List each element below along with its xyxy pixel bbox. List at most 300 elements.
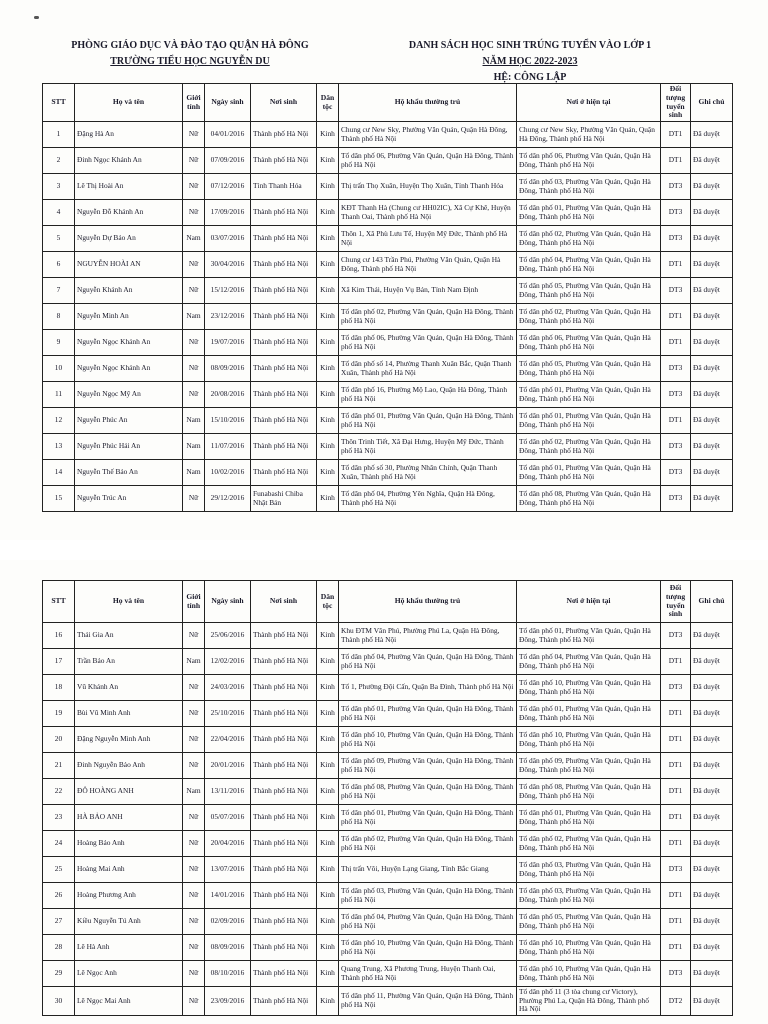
document-page-2 <box>0 560 768 1024</box>
current-address-cell: Tổ dân phố 08, Phường Văn Quán, Quận Hà Đông, Thành phố Hà Nội <box>517 486 661 512</box>
permanent-address-cell: Tổ dân phố 02, Phường Văn Quán, Quận Hà Đông, Thành phố Hà Nội <box>339 831 517 857</box>
table-row <box>43 252 733 278</box>
dob-cell: 07/12/2016 <box>205 174 251 200</box>
permanent-address-cell: Tổ dân phố 11, Phường Văn Quán, Quận Hà Đông, Thành phố Hà Nội <box>339 987 517 1016</box>
gender-cell: Nam <box>183 779 205 805</box>
stt-cell: 10 <box>43 356 75 382</box>
table-header-row <box>43 84 733 122</box>
category-cell: DT1 <box>661 779 691 805</box>
permanent-address-cell: Tổ dân phố 06, Phường Văn Quán, Quận Hà Đông, Thành phố Hà Nội <box>339 330 517 356</box>
stt-cell: 2 <box>43 148 75 174</box>
name-cell: Lê Ngọc Mai Anh <box>75 987 183 1016</box>
current-address-cell: Tổ dân phố 05, Phường Văn Quán, Quận Hà Đông, Thành phố Hà Nội <box>517 278 661 304</box>
ethnicity-cell: Kinh <box>317 961 339 987</box>
gender-cell: Nữ <box>183 174 205 200</box>
note-cell: Đã duyệt <box>691 753 733 779</box>
name-cell: HÀ BẢO ANH <box>75 805 183 831</box>
birthplace-cell: Thành phố Hà Nội <box>251 883 317 909</box>
current-address-cell: Tổ dân phố 10, Phường Văn Quán, Quận Hà Đông, Thành phố Hà Nội <box>517 675 661 701</box>
current-address-cell: Tổ dân phố 10, Phường Văn Quán, Quận Hà Đông, Thành phố Hà Nội <box>517 727 661 753</box>
birthplace-cell: Thành phố Hà Nội <box>251 831 317 857</box>
note-cell: Đã duyệt <box>691 649 733 675</box>
column-header-name: Họ và tên <box>75 581 183 623</box>
current-address-cell: Tổ dân phố 05, Phường Văn Quán, Quận Hà Đông, Thành phố Hà Nội <box>517 909 661 935</box>
table-row <box>43 935 733 961</box>
stt-cell: 22 <box>43 779 75 805</box>
dob-cell: 29/12/2016 <box>205 486 251 512</box>
permanent-address-cell: Tổ 1, Phường Đội Cấn, Quận Ba Đình, Thành phố Hà Nội <box>339 675 517 701</box>
birthplace-cell: Thành phố Hà Nội <box>251 330 317 356</box>
column-header-permanent-address: Hộ khẩu thường trú <box>339 84 517 122</box>
permanent-address-cell: Tổ dân phố 16, Phường Mộ Lao, Quận Hà Đông, Thành phố Hà Nội <box>339 382 517 408</box>
category-cell: DT1 <box>661 148 691 174</box>
category-cell: DT1 <box>661 252 691 278</box>
table-row <box>43 701 733 727</box>
birthplace-cell: Thành phố Hà Nội <box>251 304 317 330</box>
dob-cell: 14/01/2016 <box>205 883 251 909</box>
permanent-address-cell: Thôn 1, Xã Phù Lưu Tế, Huyện Mỹ Đức, Thành phố Hà Nội <box>339 226 517 252</box>
note-cell: Đã duyệt <box>691 727 733 753</box>
name-cell: Trần Bảo An <box>75 649 183 675</box>
column-header-stt: STT <box>43 84 75 122</box>
birthplace-cell: Thành phố Hà Nội <box>251 727 317 753</box>
ethnicity-cell: Kinh <box>317 408 339 434</box>
current-address-cell: Tổ dân phố 08, Phường Văn Quán, Quận Hà Đông, Thành phố Hà Nội <box>517 779 661 805</box>
category-cell: DT3 <box>661 623 691 649</box>
gender-cell: Nam <box>183 304 205 330</box>
stt-cell: 30 <box>43 987 75 1016</box>
current-address-cell: Tổ dân phố 01, Phường Văn Quán, Quận Hà Đông, Thành phố Hà Nội <box>517 408 661 434</box>
column-header-category: Đối tượng tuyển sinh <box>661 581 691 623</box>
permanent-address-cell: Chung cư 143 Trần Phú, Phường Văn Quán, Quận Hà Đông, Thành phố Hà Nội <box>339 252 517 278</box>
permanent-address-cell: Tổ dân phố 03, Phường Văn Quán, Quận Hà Đông, Thành phố Hà Nội <box>339 883 517 909</box>
name-cell: Nguyễn Ngọc Khánh An <box>75 330 183 356</box>
category-cell: DT1 <box>661 304 691 330</box>
stt-cell: 25 <box>43 857 75 883</box>
birthplace-cell: Thành phố Hà Nội <box>251 805 317 831</box>
stt-cell: 5 <box>43 226 75 252</box>
current-address-cell: Tổ dân phố 03, Phường Văn Quán, Quận Hà Đông, Thành phố Hà Nội <box>517 174 661 200</box>
current-address-cell: Tổ dân phố 02, Phường Văn Quán, Quận Hà Đông, Thành phố Hà Nội <box>517 434 661 460</box>
category-cell: DT1 <box>661 909 691 935</box>
permanent-address-cell: Tổ dân phố 01, Phường Văn Quán, Quận Hà Đông, Thành phố Hà Nội <box>339 408 517 434</box>
ethnicity-cell: Kinh <box>317 779 339 805</box>
stt-cell: 27 <box>43 909 75 935</box>
category-cell: DT3 <box>661 278 691 304</box>
gender-cell: Nam <box>183 434 205 460</box>
ethnicity-cell: Kinh <box>317 805 339 831</box>
gender-cell: Nữ <box>183 382 205 408</box>
table-row <box>43 148 733 174</box>
birthplace-cell: Thành phố Hà Nội <box>251 122 317 148</box>
dob-cell: 19/07/2016 <box>205 330 251 356</box>
birthplace-cell: Thành phố Hà Nội <box>251 675 317 701</box>
stt-cell: 19 <box>43 701 75 727</box>
stt-cell: 9 <box>43 330 75 356</box>
note-cell: Đã duyệt <box>691 675 733 701</box>
column-header-current-address: Nơi ở hiện tại <box>517 84 661 122</box>
birthplace-cell: Thành phố Hà Nội <box>251 408 317 434</box>
table-row <box>43 961 733 987</box>
gender-cell: Nữ <box>183 701 205 727</box>
gender-cell: Nữ <box>183 623 205 649</box>
dob-cell: 05/07/2016 <box>205 805 251 831</box>
name-cell: Nguyễn Đỗ Khánh An <box>75 200 183 226</box>
category-cell: DT2 <box>661 987 691 1016</box>
list-title: DANH SÁCH HỌC SINH TRÚNG TUYỂN VÀO LỚP 1 <box>408 40 652 51</box>
column-header-note: Ghi chú <box>691 581 733 623</box>
stt-cell: 11 <box>43 382 75 408</box>
stt-cell: 3 <box>43 174 75 200</box>
name-cell: Đặng Nguyễn Minh Anh <box>75 727 183 753</box>
birthplace-cell: Tỉnh Thanh Hóa <box>251 174 317 200</box>
category-cell: DT3 <box>661 675 691 701</box>
gender-cell: Nữ <box>183 148 205 174</box>
dob-cell: 11/07/2016 <box>205 434 251 460</box>
current-address-cell: Tổ dân phố 05, Phường Văn Quán, Quận Hà Đông, Thành phố Hà Nội <box>517 356 661 382</box>
name-cell: Nguyễn Dự Bảo An <box>75 226 183 252</box>
table-row <box>43 434 733 460</box>
permanent-address-cell: Thôn Trinh Tiết, Xã Đại Hưng, Huyện Mỹ Đức, Thành phố Hà Nội <box>339 434 517 460</box>
column-header-dob: Ngày sinh <box>205 581 251 623</box>
gender-cell: Nam <box>183 408 205 434</box>
name-cell: Nguyễn Minh An <box>75 304 183 330</box>
permanent-address-cell: Tổ dân phố 04, Phường Văn Quán, Quận Hà Đông, Thành phố Hà Nội <box>339 909 517 935</box>
dob-cell: 08/09/2016 <box>205 356 251 382</box>
name-cell: NGUYỄN HOÀI AN <box>75 252 183 278</box>
ethnicity-cell: Kinh <box>317 857 339 883</box>
birthplace-cell: Thành phố Hà Nội <box>251 252 317 278</box>
stt-cell: 18 <box>43 675 75 701</box>
category-cell: DT1 <box>661 330 691 356</box>
ethnicity-cell: Kinh <box>317 252 339 278</box>
permanent-address-cell: Quang Trung, Xã Phương Trung, Huyện Thanh Oai, Thành phố Hà Nội <box>339 961 517 987</box>
note-cell: Đã duyệt <box>691 356 733 382</box>
category-cell: DT3 <box>661 200 691 226</box>
gender-cell: Nữ <box>183 200 205 226</box>
table-row <box>43 753 733 779</box>
birthplace-cell: Thành phố Hà Nội <box>251 779 317 805</box>
ethnicity-cell: Kinh <box>317 304 339 330</box>
ethnicity-cell: Kinh <box>317 623 339 649</box>
table-row <box>43 649 733 675</box>
birthplace-cell: Thành phố Hà Nội <box>251 460 317 486</box>
dob-cell: 15/12/2016 <box>205 278 251 304</box>
name-cell: Nguyễn Ngọc Mỹ An <box>75 382 183 408</box>
note-cell: Đã duyệt <box>691 122 733 148</box>
dob-cell: 04/01/2016 <box>205 122 251 148</box>
dob-cell: 13/11/2016 <box>205 779 251 805</box>
school-year: NĂM HỌC 2022-2023 <box>482 56 578 67</box>
note-cell: Đã duyệt <box>691 883 733 909</box>
stt-cell: 20 <box>43 727 75 753</box>
ethnicity-cell: Kinh <box>317 226 339 252</box>
category-cell: DT1 <box>661 122 691 148</box>
department-name: PHÒNG GIÁO DỤC VÀ ĐÀO TẠO QUẬN HÀ ĐÔNG <box>71 40 309 51</box>
current-address-cell: Tổ dân phố 01, Phường Văn Quán, Quận Hà Đông, Thành phố Hà Nội <box>517 623 661 649</box>
stt-cell: 15 <box>43 486 75 512</box>
permanent-address-cell: Chung cư New Sky, Phường Văn Quán, Quận Hà Đông, Thành phố Hà Nội <box>339 122 517 148</box>
note-cell: Đã duyệt <box>691 935 733 961</box>
gender-cell: Nữ <box>183 727 205 753</box>
column-header-gender: Giới tính <box>183 581 205 623</box>
gender-cell: Nữ <box>183 486 205 512</box>
birthplace-cell: Thành phố Hà Nội <box>251 987 317 1016</box>
ethnicity-cell: Kinh <box>317 148 339 174</box>
permanent-address-cell: Tổ dân phố số 30, Phường Nhân Chính, Quận Thanh Xuân, Thành phố Hà Nội <box>339 460 517 486</box>
ethnicity-cell: Kinh <box>317 278 339 304</box>
current-address-cell: Tổ dân phố 01, Phường Văn Quán, Quận Hà Đông, Thành phố Hà Nội <box>517 805 661 831</box>
name-cell: Hoàng Bảo Anh <box>75 831 183 857</box>
dob-cell: 15/10/2016 <box>205 408 251 434</box>
table-row <box>43 857 733 883</box>
dob-cell: 23/12/2016 <box>205 304 251 330</box>
name-cell: Đinh Nguyễn Bảo Anh <box>75 753 183 779</box>
name-cell: Nguyễn Ngọc Khánh An <box>75 356 183 382</box>
table-row <box>43 831 733 857</box>
ethnicity-cell: Kinh <box>317 909 339 935</box>
dob-cell: 20/08/2016 <box>205 382 251 408</box>
permanent-address-cell: Thị trấn Vôi, Huyện Lạng Giang, Tỉnh Bắc Giang <box>339 857 517 883</box>
table-row <box>43 486 733 512</box>
stt-cell: 17 <box>43 649 75 675</box>
category-cell: DT1 <box>661 753 691 779</box>
birthplace-cell: Thành phố Hà Nội <box>251 356 317 382</box>
name-cell: Thái Gia An <box>75 623 183 649</box>
dob-cell: 07/09/2016 <box>205 148 251 174</box>
stt-cell: 7 <box>43 278 75 304</box>
ethnicity-cell: Kinh <box>317 935 339 961</box>
birthplace-cell: Thành phố Hà Nội <box>251 961 317 987</box>
current-address-cell: Tổ dân phố 09, Phường Văn Quán, Quận Hà Đông, Thành phố Hà Nội <box>517 753 661 779</box>
column-header-current-address: Nơi ở hiện tại <box>517 581 661 623</box>
note-cell: Đã duyệt <box>691 434 733 460</box>
permanent-address-cell: Tổ dân phố 10, Phường Văn Quán, Quận Hà Đông, Thành phố Hà Nội <box>339 935 517 961</box>
current-address-cell: Tổ dân phố 06, Phường Văn Quán, Quận Hà Đông, Thành phố Hà Nội <box>517 330 661 356</box>
name-cell: Nguyễn Phúc An <box>75 408 183 434</box>
ethnicity-cell: Kinh <box>317 330 339 356</box>
column-header-gender: Giới tính <box>183 84 205 122</box>
current-address-cell: Tổ dân phố 01, Phường Văn Quán, Quận Hà Đông, Thành phố Hà Nội <box>517 382 661 408</box>
stt-cell: 21 <box>43 753 75 779</box>
ethnicity-cell: Kinh <box>317 356 339 382</box>
scan-mark <box>34 16 39 19</box>
birthplace-cell: Thành phố Hà Nội <box>251 382 317 408</box>
ethnicity-cell: Kinh <box>317 200 339 226</box>
current-address-cell: Tổ dân phố 02, Phường Văn Quán, Quận Hà Đông, Thành phố Hà Nội <box>517 831 661 857</box>
student-table-page-2 <box>42 580 733 1016</box>
department-header <box>40 38 340 70</box>
note-cell: Đã duyệt <box>691 408 733 434</box>
category-cell: DT1 <box>661 935 691 961</box>
permanent-address-cell: Khu ĐTM Văn Phú, Phường Phú La, Quận Hà Đông, Thành phố Hà Nội <box>339 623 517 649</box>
permanent-address-cell: Tổ dân phố 01, Phường Văn Quán, Quận Hà Đông, Thành phố Hà Nội <box>339 805 517 831</box>
gender-cell: Nữ <box>183 987 205 1016</box>
current-address-cell: Tổ dân phố 03, Phường Văn Quán, Quận Hà Đông, Thành phố Hà Nội <box>517 883 661 909</box>
note-cell: Đã duyệt <box>691 909 733 935</box>
stt-cell: 26 <box>43 883 75 909</box>
ethnicity-cell: Kinh <box>317 701 339 727</box>
birthplace-cell: Thành phố Hà Nội <box>251 701 317 727</box>
column-header-birthplace: Nơi sinh <box>251 581 317 623</box>
table-row <box>43 987 733 1016</box>
current-address-cell: Tổ dân phố 06, Phường Văn Quán, Quận Hà Đông, Thành phố Hà Nội <box>517 148 661 174</box>
birthplace-cell: Thành phố Hà Nội <box>251 935 317 961</box>
gender-cell: Nữ <box>183 278 205 304</box>
birthplace-cell: Thành phố Hà Nội <box>251 200 317 226</box>
current-address-cell: Chung cư New Sky, Phường Văn Quán, Quận Hà Đông, Thành phố Hà Nội <box>517 122 661 148</box>
note-cell: Đã duyệt <box>691 382 733 408</box>
table-row <box>43 356 733 382</box>
gender-cell: Nữ <box>183 330 205 356</box>
category-cell: DT3 <box>661 486 691 512</box>
category-cell: DT1 <box>661 831 691 857</box>
column-header-category: Đối tượng tuyển sinh <box>661 84 691 122</box>
gender-cell: Nữ <box>183 753 205 779</box>
category-cell: DT1 <box>661 649 691 675</box>
stt-cell: 16 <box>43 623 75 649</box>
permanent-address-cell: Tổ dân phố 06, Phường Văn Quán, Quận Hà Đông, Thành phố Hà Nội <box>339 148 517 174</box>
page-separator <box>0 540 768 560</box>
table-row <box>43 408 733 434</box>
birthplace-cell: Thành phố Hà Nội <box>251 753 317 779</box>
current-address-cell: Tổ dân phố 01, Phường Văn Quán, Quận Hà Đông, Thành phố Hà Nội <box>517 460 661 486</box>
ethnicity-cell: Kinh <box>317 382 339 408</box>
name-cell: ĐỖ HOÀNG ANH <box>75 779 183 805</box>
ethnicity-cell: Kinh <box>317 460 339 486</box>
gender-cell: Nam <box>183 460 205 486</box>
dob-cell: 03/07/2016 <box>205 226 251 252</box>
column-header-dob: Ngày sinh <box>205 84 251 122</box>
name-cell: Lê Ngọc Anh <box>75 961 183 987</box>
gender-cell: Nữ <box>183 805 205 831</box>
category-cell: DT1 <box>661 408 691 434</box>
category-cell: DT3 <box>661 857 691 883</box>
current-address-cell: Tổ dân phố 02, Phường Văn Quán, Quận Hà Đông, Thành phố Hà Nội <box>517 304 661 330</box>
name-cell: Vũ Khánh An <box>75 675 183 701</box>
birthplace-cell: Thành phố Hà Nội <box>251 226 317 252</box>
ethnicity-cell: Kinh <box>317 831 339 857</box>
category-cell: DT3 <box>661 226 691 252</box>
dob-cell: 02/09/2016 <box>205 909 251 935</box>
category-cell: DT3 <box>661 356 691 382</box>
table-row <box>43 278 733 304</box>
column-header-ethnicity: Dân tộc <box>317 84 339 122</box>
table-row <box>43 200 733 226</box>
name-cell: Hoàng Mai Anh <box>75 857 183 883</box>
note-cell: Đã duyệt <box>691 460 733 486</box>
name-cell: Nguyễn Phúc Hải An <box>75 434 183 460</box>
stt-cell: 23 <box>43 805 75 831</box>
current-address-cell: Tổ dân phố 11 (3 tòa chung cư Victory), Phường Phú La, Quận Hà Đông, Thành phố Hà Nội <box>517 987 661 1016</box>
table-row <box>43 330 733 356</box>
birthplace-cell: Thành phố Hà Nội <box>251 434 317 460</box>
table-row <box>43 460 733 486</box>
gender-cell: Nữ <box>183 252 205 278</box>
student-table-page-1 <box>42 83 733 512</box>
current-address-cell: Tổ dân phố 04, Phường Văn Quán, Quận Hà Đông, Thành phố Hà Nội <box>517 649 661 675</box>
name-cell: Nguyễn Thế Bảo An <box>75 460 183 486</box>
table-row <box>43 909 733 935</box>
table-row <box>43 382 733 408</box>
birthplace-cell: Thành phố Hà Nội <box>251 623 317 649</box>
ethnicity-cell: Kinh <box>317 987 339 1016</box>
birthplace-cell: Thành phố Hà Nội <box>251 148 317 174</box>
gender-cell: Nữ <box>183 675 205 701</box>
note-cell: Đã duyệt <box>691 961 733 987</box>
stt-cell: 8 <box>43 304 75 330</box>
gender-cell: Nữ <box>183 356 205 382</box>
ethnicity-cell: Kinh <box>317 174 339 200</box>
dob-cell: 12/02/2016 <box>205 649 251 675</box>
gender-cell: Nữ <box>183 857 205 883</box>
column-header-note: Ghi chú <box>691 84 733 122</box>
dob-cell: 20/04/2016 <box>205 831 251 857</box>
category-cell: DT1 <box>661 805 691 831</box>
dob-cell: 23/09/2016 <box>205 987 251 1016</box>
permanent-address-cell: KĐT Thanh Hà (Chung cư HH02IC), Xã Cự Khê, Huyện Thanh Oai, Thành phố Hà Nội <box>339 200 517 226</box>
ethnicity-cell: Kinh <box>317 649 339 675</box>
gender-cell: Nữ <box>183 122 205 148</box>
column-header-birthplace: Nơi sinh <box>251 84 317 122</box>
note-cell: Đã duyệt <box>691 486 733 512</box>
gender-cell: Nữ <box>183 831 205 857</box>
table-row <box>43 779 733 805</box>
note-cell: Đã duyệt <box>691 200 733 226</box>
stt-cell: 4 <box>43 200 75 226</box>
birthplace-cell: Funabashi Chiba Nhật Bản <box>251 486 317 512</box>
table-row <box>43 623 733 649</box>
current-address-cell: Tổ dân phố 04, Phường Văn Quán, Quận Hà Đông, Thành phố Hà Nội <box>517 252 661 278</box>
dob-cell: 30/04/2016 <box>205 252 251 278</box>
dob-cell: 24/03/2016 <box>205 675 251 701</box>
current-address-cell: Tổ dân phố 01, Phường Văn Quán, Quận Hà Đông, Thành phố Hà Nội <box>517 701 661 727</box>
permanent-address-cell: Tổ dân phố 09, Phường Văn Quán, Quận Hà Đông, Thành phố Hà Nội <box>339 753 517 779</box>
dob-cell: 20/01/2016 <box>205 753 251 779</box>
current-address-cell: Tổ dân phố 10, Phường Văn Quán, Quận Hà Đông, Thành phố Hà Nội <box>517 935 661 961</box>
name-cell: Kiều Nguyễn Tú Anh <box>75 909 183 935</box>
ethnicity-cell: Kinh <box>317 486 339 512</box>
ethnicity-cell: Kinh <box>317 883 339 909</box>
birthplace-cell: Thành phố Hà Nội <box>251 909 317 935</box>
note-cell: Đã duyệt <box>691 330 733 356</box>
note-cell: Đã duyệt <box>691 831 733 857</box>
birthplace-cell: Thành phố Hà Nội <box>251 857 317 883</box>
note-cell: Đã duyệt <box>691 779 733 805</box>
stt-cell: 13 <box>43 434 75 460</box>
permanent-address-cell: Tổ dân phố 01, Phường Văn Quán, Quận Hà Đông, Thành phố Hà Nội <box>339 701 517 727</box>
stt-cell: 28 <box>43 935 75 961</box>
category-cell: DT3 <box>661 382 691 408</box>
table-row <box>43 122 733 148</box>
dob-cell: 13/07/2016 <box>205 857 251 883</box>
category-cell: DT3 <box>661 961 691 987</box>
gender-cell: Nam <box>183 649 205 675</box>
column-header-permanent-address: Hộ khẩu thường trú <box>339 581 517 623</box>
name-cell: Lê Thị Hoài An <box>75 174 183 200</box>
note-cell: Đã duyệt <box>691 252 733 278</box>
table-row <box>43 805 733 831</box>
permanent-address-cell: Tổ dân phố số 14, Phường Thanh Xuân Bắc, Quận Thanh Xuân, Thành phố Hà Nội <box>339 356 517 382</box>
system-type: HỆ: CÔNG LẬP <box>493 72 567 83</box>
table-row <box>43 174 733 200</box>
permanent-address-cell: Tổ dân phố 10, Phường Văn Quán, Quận Hà Đông, Thành phố Hà Nội <box>339 727 517 753</box>
column-header-name: Họ và tên <box>75 84 183 122</box>
permanent-address-cell: Tổ dân phố 08, Phường Văn Quán, Quận Hà Đông, Thành phố Hà Nội <box>339 779 517 805</box>
table-row <box>43 883 733 909</box>
stt-cell: 14 <box>43 460 75 486</box>
gender-cell: Nữ <box>183 883 205 909</box>
